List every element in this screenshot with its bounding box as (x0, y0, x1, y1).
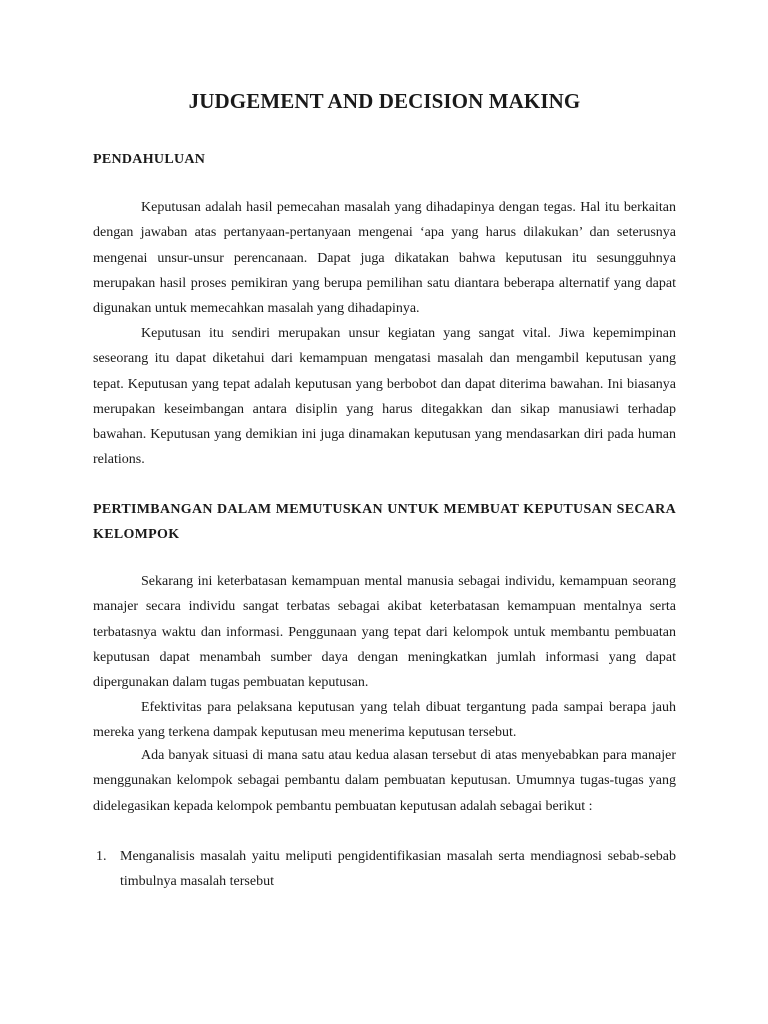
list-item-number: 1. (96, 849, 107, 864)
paragraph: Keputusan adalah hasil pemecahan masalah yang dihadapinya dengan tegas. Hal itu berkaitan dengan jawaban atas pertanyaan-pertanyaan mengenai ‘apa yang harus dilakukan’ dan seterusnya mengenai unsur-unsur perencanaan. Dapat juga dikatakan bahwa keputusan itu sesungguhnya merupakan hasil proses pemikiran yang berupa pemilihan satu diantara beberapa alternatif yang dapat digunakan untuk memecahkan masalah yang dihadapinya. (93, 200, 676, 317)
numbered-list (93, 844, 676, 895)
list-item-text: Menganalisis masalah yaitu meliputi pengidentifikasian masalah serta mendiagnosi sebab-sebab timbulnya masalah tersebut (120, 849, 676, 890)
paragraph: Keputusan itu sendiri merupakan unsur kegiatan yang sangat vital. Jiwa kepemimpinan seseorang itu dapat diketahui dari kemampuan mengatasi masalah dan mengambil keputusan yang tepat. Keputusan yang tepat adalah keputusan yang berbobot dan dapat diterima bawahan. Ini biasanya merupakan keseimbangan antara disiplin yang harus ditegakkan dan sikap manusiawi terhadap bawahan. Keputusan yang demikian ini juga dinamakan keputusan yang mendasarkan diri pada human relations. (93, 326, 676, 468)
section-heading-pendahuluan: PENDAHULUAN (93, 152, 206, 167)
section-heading-pertimbangan: PERTIMBANGAN DALAM MEMUTUSKAN UNTUK MEMBUAT KEPUTUSAN SECARA KELOMPOK (93, 502, 676, 543)
paragraph: Efektivitas para pelaksana keputusan yang telah dibuat tergantung pada sampai berapa jauh mereka yang terkena dampak keputusan meu menerima keputusan tersebut. (93, 700, 676, 741)
paragraph: Sekarang ini keterbatasan kemampuan mental manusia sebagai individu, kemampuan seorang manajer secara individu sangat terbatas sebagai akibat keterbatasan kemampuan mentalnya serta terbatasnya waktu dan informasi. Penggunaan yang tepat dari kelompok untuk membantu pembuatan keputusan dapat menambah sumber daya dengan meningkatkan jumlah informasi yang dapat dipergunakan dalam tugas pembuatan keputusan. (93, 574, 676, 691)
paragraph: Ada banyak situasi di mana satu atau kedua alasan tersebut di atas menyebabkan para manajer menggunakan kelompok sebagai pembantu dalam pembuatan keputusan. Umumnya tugas-tugas yang didelegasikan kepada kelompok pembantu pembuatan keputusan adalah sebagai berikut : (93, 748, 676, 814)
document-title: JUDGEMENT AND DECISION MAKING (188, 89, 581, 113)
list-item (93, 844, 676, 895)
document-page (93, 0, 676, 1024)
